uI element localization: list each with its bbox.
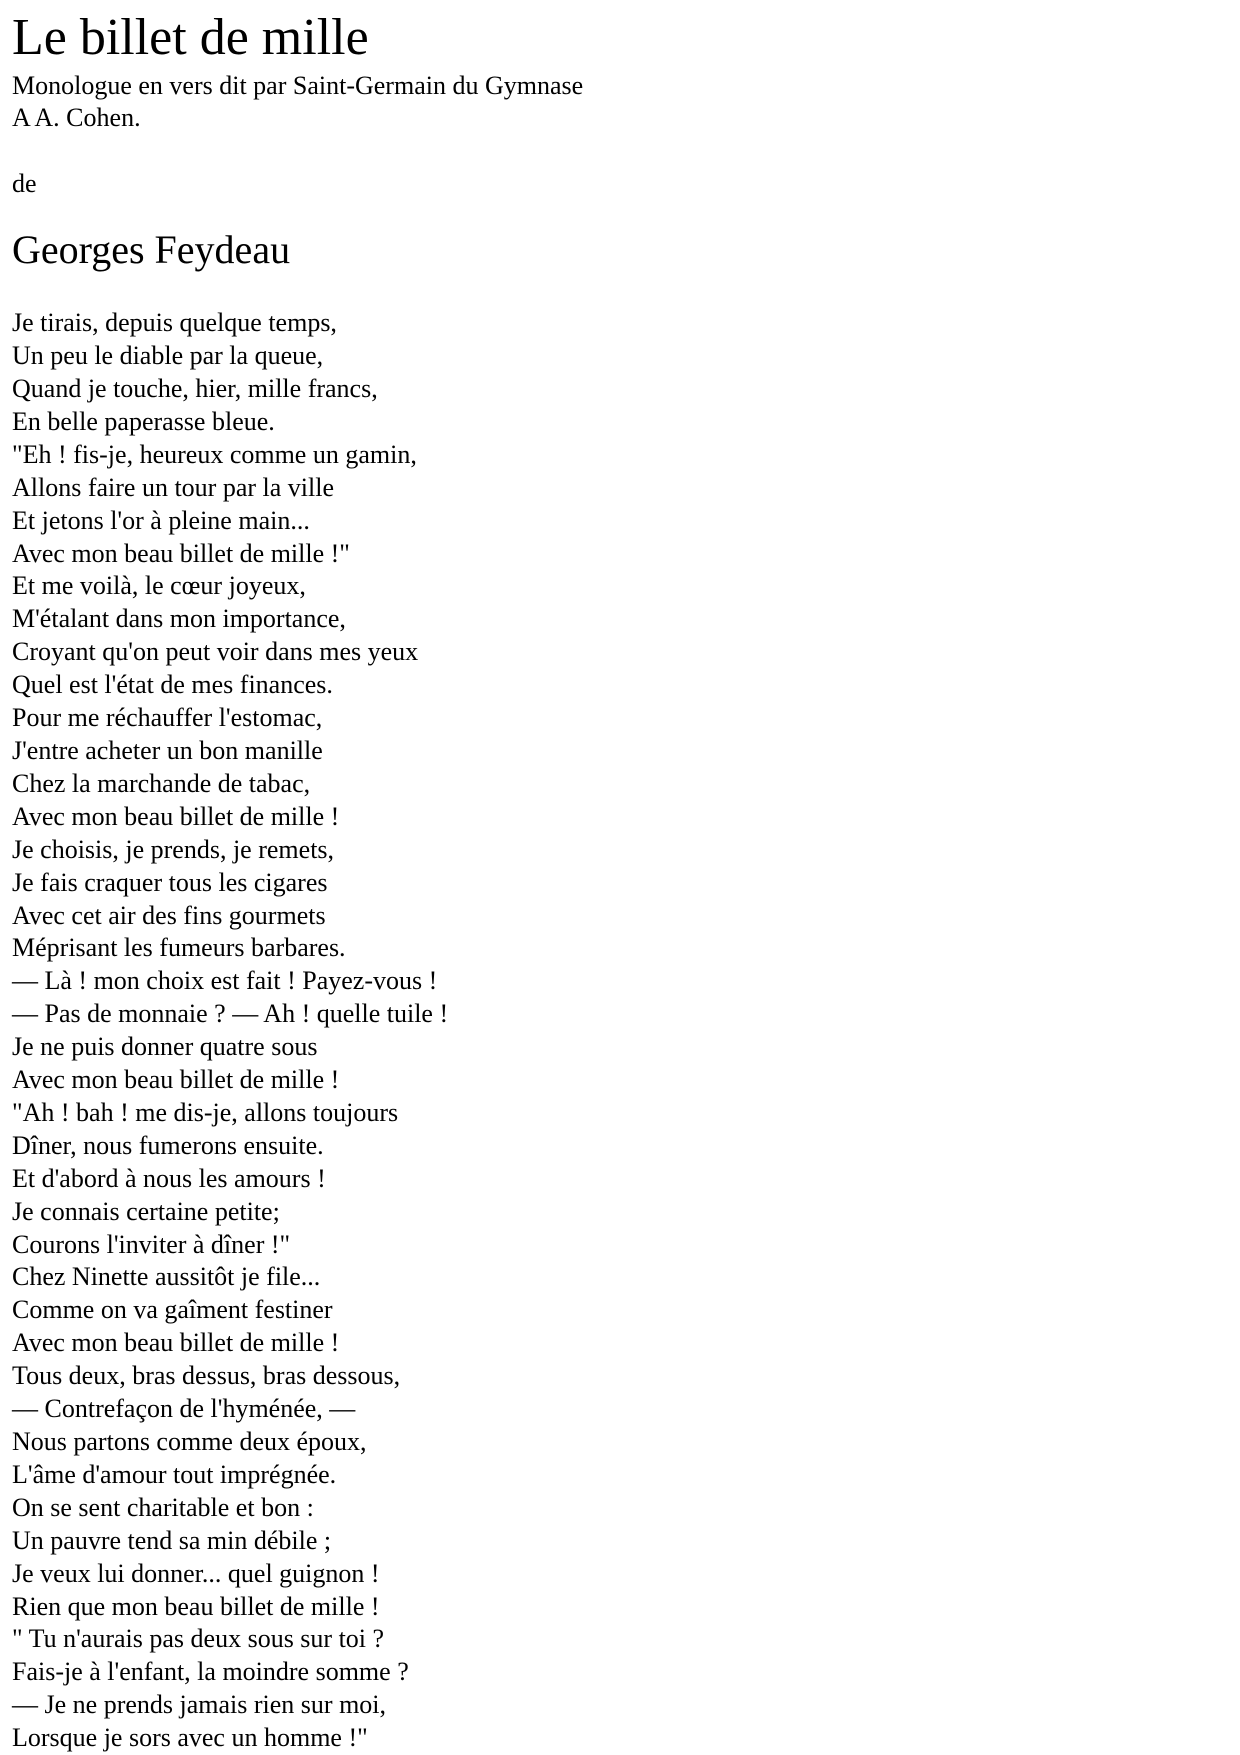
poem-line: Je choisis, je prends, je remets, (12, 834, 335, 864)
poem-line: Fais-je à l'enfant, la moindre somme ? (12, 1657, 409, 1687)
poem-line: Chez Ninette aussitôt je file... (12, 1262, 321, 1292)
poem-line: Je veux lui donner... quel guignon ! (12, 1558, 380, 1588)
poem-line: " Tu n'aurais pas deux sous sur toi ? (12, 1624, 385, 1654)
poem-line: Un peu le diable par la queue, (12, 341, 324, 371)
poem-line: Et jetons l'or à pleine main... (12, 505, 310, 535)
poem-line: — Pas de monnaie ? — Ah ! quelle tuile ! (12, 999, 449, 1029)
poem-line: Je tirais, depuis quelque temps, (12, 308, 337, 338)
poem-line: — Je ne prends jamais rien sur moi, (12, 1690, 387, 1720)
poem-line: Un pauvre tend sa min débile ; (12, 1525, 332, 1555)
poem-line: Je ne puis donner quatre sous (12, 1032, 318, 1062)
poem-line: Courons l'inviter à dîner !" (12, 1229, 291, 1259)
poem-line: Et d'abord à nous les amours ! (12, 1163, 326, 1193)
author-name: Georges Feydeau (12, 227, 291, 272)
poem-line: Quand je touche, hier, mille francs, (12, 374, 378, 403)
poem-line: Méprisant les fumeurs barbares. (12, 933, 346, 963)
poem-line: Rien que mon beau billet de mille ! (12, 1591, 380, 1621)
poem-line: Avec mon beau billet de mille ! (12, 1328, 340, 1358)
poem-line: Quel est l'état de mes finances. (12, 670, 333, 700)
poem-line: Allons faire un tour par la ville (12, 472, 335, 502)
poem-line: Je fais craquer tous les cigares (12, 867, 328, 897)
poem-line: L'âme d'amour tout imprégnée. (12, 1459, 337, 1489)
poem-line: Comme on va gaîment festiner (12, 1295, 333, 1325)
poem-line: J'entre acheter un bon manille (12, 735, 323, 765)
document-title: Le billet de mille (12, 9, 369, 66)
poem-line: M'étalant dans mon importance, (12, 604, 346, 634)
poem-line: Nous partons comme deux époux, (12, 1427, 367, 1456)
poem-line: Avec mon beau billet de mille ! (12, 801, 340, 831)
dedication: A A. Cohen. (12, 103, 141, 132)
poem-line: On se sent charitable et bon : (12, 1492, 314, 1522)
poem-line: Chez la marchande de tabac, (12, 768, 311, 798)
by-label: de (12, 169, 37, 198)
poem-line: — Là ! mon choix est fait ! Payez-vous ! (12, 966, 438, 996)
document-page (12, 0, 1212, 1755)
poem-line: "Eh ! fis-je, heureux comme un gamin, (12, 439, 417, 469)
poem-line: — Contrefaçon de l'hyménée, — (12, 1394, 356, 1424)
poem-line: Je connais certaine petite; (12, 1196, 280, 1226)
document-subtitle: Monologue en vers dit par Saint-Germain du Gymnase (12, 71, 584, 100)
poem-line: Tous deux, bras dessus, bras dessous, (12, 1361, 401, 1391)
poem-line: Croyant qu'on peut voir dans mes yeux (12, 637, 419, 667)
poem-line: Dîner, nous fumerons ensuite. (12, 1130, 324, 1160)
poem-line: En belle paperasse bleue. (12, 406, 275, 436)
poem-line: Pour me réchauffer l'estomac, (12, 703, 323, 733)
poem-line: "Ah ! bah ! me dis-je, allons toujours (12, 1097, 399, 1127)
poem-line: Et me voilà, le cœur joyeux, (12, 571, 306, 601)
poem-body (12, 307, 1212, 1755)
poem-line: Lorsque je sors avec un homme !" (12, 1723, 368, 1753)
poem-line: Avec cet air des fins gourmets (12, 900, 326, 930)
poem-line: Avec mon beau billet de mille ! (12, 1065, 340, 1095)
poem-line: Avec mon beau billet de mille !" (12, 538, 350, 568)
